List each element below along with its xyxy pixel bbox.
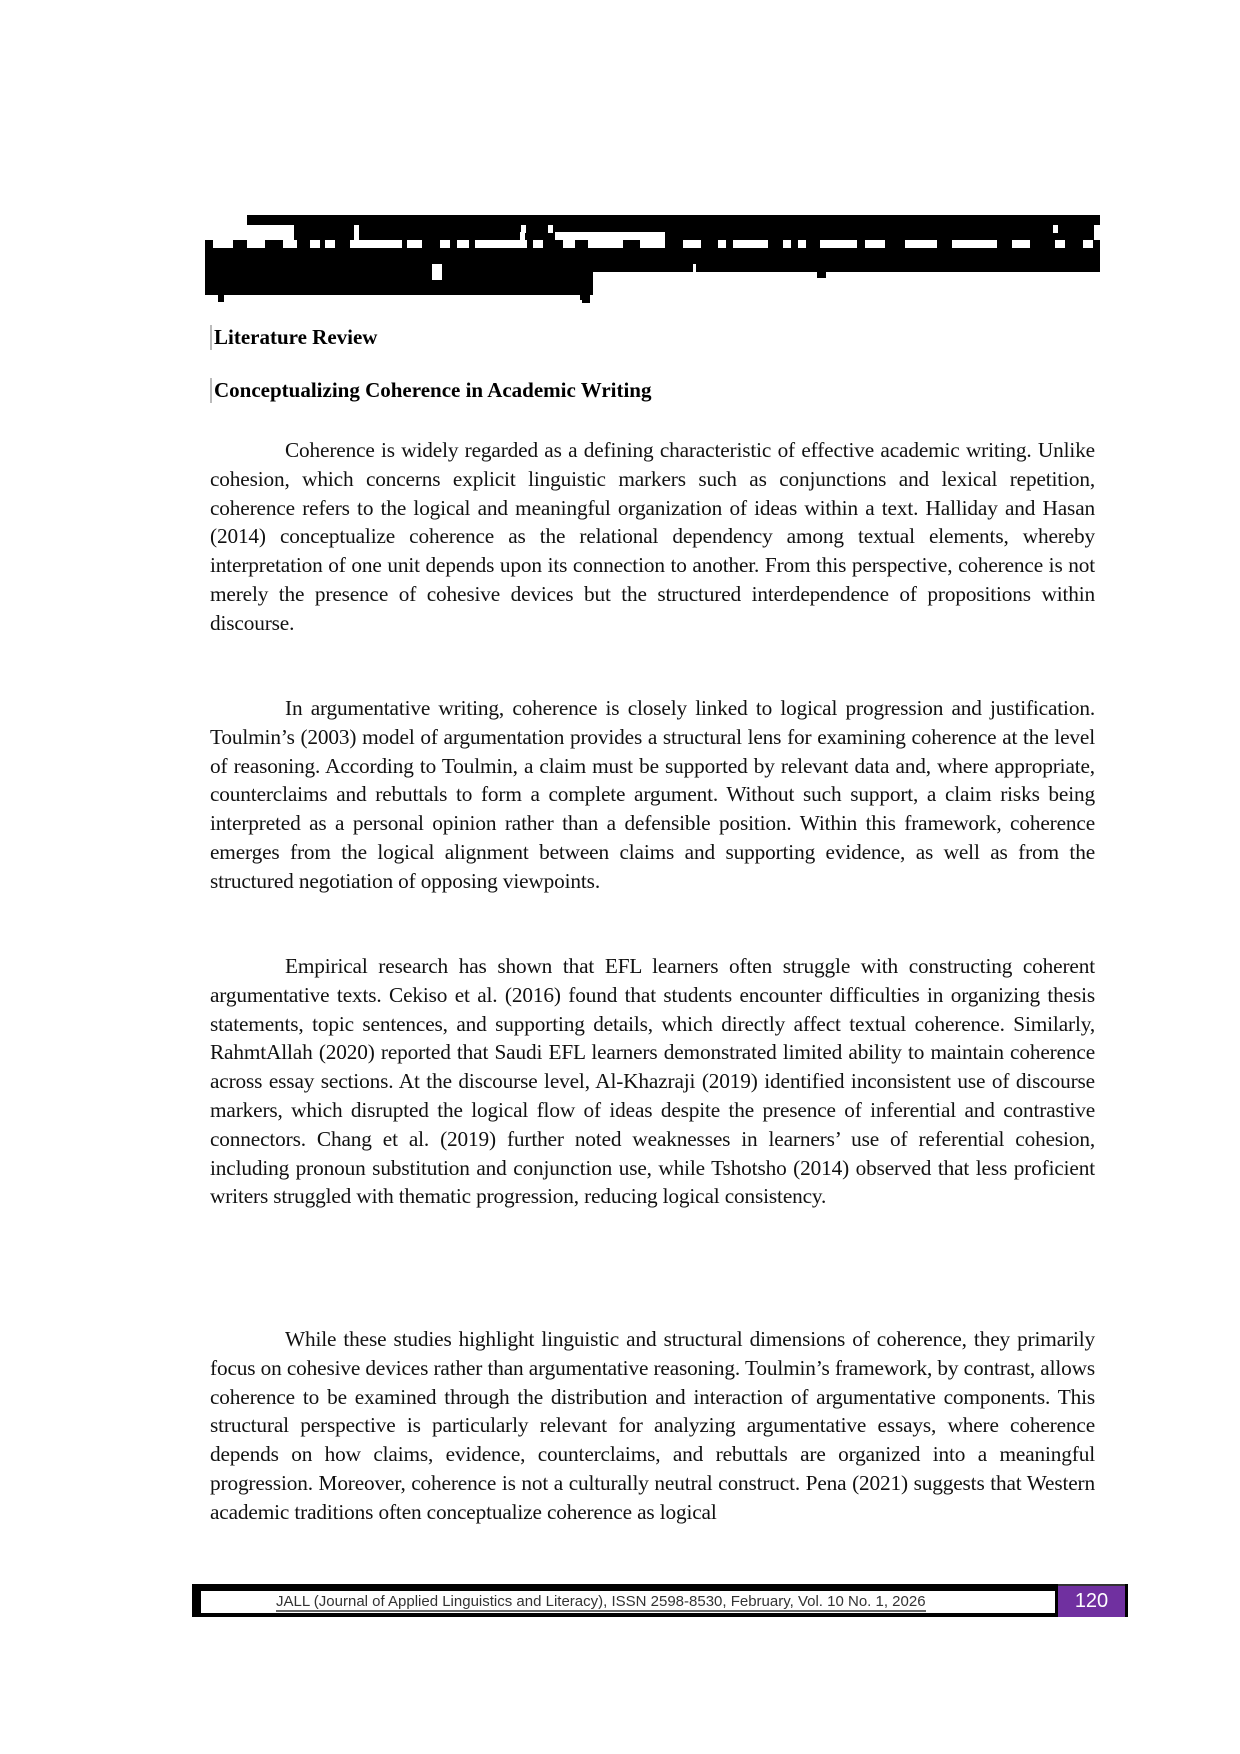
section-heading: Literature Review [210, 325, 377, 350]
page-footer [192, 1584, 1128, 1617]
body-paragraph: Empirical research has shown that EFL learners often struggle with constructing coherent argumentative texts. Cekiso et al. (2016) found that students encounter difficulties in organizing thesis statements, topic sentences, and supporting details, which directly affect textual coherence. Similarly, RahmtAllah (2020) reported that Saudi EFL learners demonstrated limited ability to maintain coherence across essay sections. At the discourse level, Al-Khazraji (2019) identified inconsistent use of discourse markers, which disrupted the logical flow of ideas despite the presence of inferential and contrastive connectors. Chang et al. (2019) further noted weaknesses in learners’ use of referential cohesion, including pronoun substitution and conjunction use, while Tshotsho (2014) observed that less proficient writers struggled with thematic progression, reducing logical consistency. [210, 954, 1095, 1209]
body-paragraph: In argumentative writing, coherence is closely linked to logical progression and justification. Toulmin’s (2003) model of argumentation provides a structural lens for examining coherence at the level of reasoning. According to Toulmin, a claim must be supported by relevant data and, where appropriate, counterclaims and rebuttals to form a complete argument. Without such support, a claim risks being interpreted as a personal opinion rather than a defensible position. Within this framework, coherence emerges from the logical alignment between claims and supporting evidence, as well as from the structured negotiation of opposing viewpoints. [210, 696, 1095, 893]
body-paragraph: Coherence is widely regarded as a defining characteristic of effective academic writing. Unlike cohesion, which concerns explicit linguistic markers such as conjunctions and lexical repetition, coherence refers to the logical and meaningful organization of ideas within a text. Halliday and Hasan (2014) conceptualize coherence as the relational dependency among textual elements, whereby interpretation of one unit depends upon its connection to another. From this perspective, coherence is not merely the presence of cohesive devices but the structured interdependence of propositions within discourse. [210, 438, 1095, 635]
subsection-heading: Conceptualizing Coherence in Academic Writing [210, 378, 651, 403]
footer-citation-box [201, 1591, 1055, 1613]
body-paragraph: While these studies highlight linguistic and structural dimensions of coherence, they primarily focus on cohesive devices rather than argumentative reasoning. Toulmin’s framework, by contrast, allows coherence to be examined through the distribution and interaction of argumentative components. This structural perspective is particularly relevant for analyzing argumentative essays, where coherence depends on how claims, evidence, counterclaims, and rebuttals are organized into a meaningful progression. Moreover, coherence is not a culturally neutral construct. Pena (2021) suggests that Western academic traditions often conceptualize coherence as logical [210, 1327, 1095, 1524]
journal-citation: JALL (Journal of Applied Linguistics and Literacy), ISSN 2598-8530, February, Vol. 10 No. 1, 2026 [276, 1593, 926, 1610]
page-number: 120 [1058, 1584, 1125, 1617]
